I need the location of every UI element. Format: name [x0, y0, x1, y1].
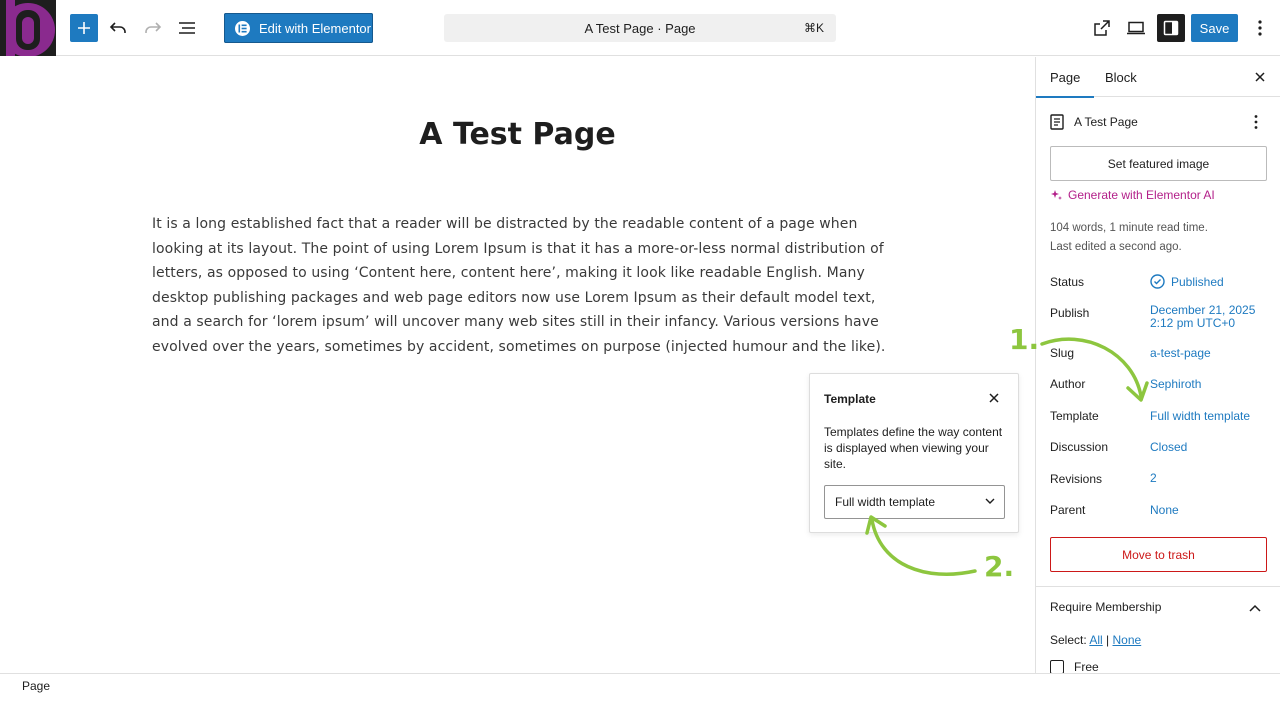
- undo-button[interactable]: [104, 14, 132, 42]
- tab-page[interactable]: Page: [1050, 57, 1080, 97]
- template-value[interactable]: Full width template: [1150, 409, 1251, 423]
- popover-title: Template: [824, 392, 876, 406]
- block-breadcrumb[interactable]: Page: [22, 679, 51, 693]
- template-select[interactable]: [824, 485, 1005, 519]
- publish-label: Publish: [1050, 306, 1090, 320]
- command-shortcut: ⌘K: [803, 21, 824, 35]
- template-popover: [809, 373, 1019, 533]
- save-button[interactable]: Save: [1191, 14, 1238, 42]
- sparkle-icon: [1050, 189, 1062, 201]
- select-all-link[interactable]: All: [1089, 633, 1103, 647]
- list-view-icon: [178, 21, 196, 35]
- desktop-icon: [1127, 21, 1145, 35]
- move-to-trash-button[interactable]: Move to trash: [1050, 537, 1267, 572]
- revisions-value[interactable]: 2: [1150, 471, 1157, 485]
- membership-select-row: [1050, 633, 1141, 647]
- chevron-down-icon: [985, 498, 995, 504]
- more-vertical-icon: [1248, 114, 1264, 130]
- published-icon: [1150, 274, 1165, 289]
- parent-label: Parent: [1050, 503, 1086, 517]
- editor-footer: [0, 673, 1280, 723]
- document-card-title: [1050, 113, 1270, 131]
- status-value[interactable]: [1150, 274, 1224, 289]
- revisions-label: Revisions: [1050, 472, 1103, 486]
- post-title[interactable]: A Test Page: [419, 117, 616, 152]
- slug-label: Slug: [1050, 346, 1075, 360]
- generate-elementor-ai-link[interactable]: [1050, 188, 1215, 202]
- generate-ai-label: Generate with Elementor AI: [1068, 188, 1215, 202]
- close-sidebar-button[interactable]: [1252, 69, 1268, 85]
- status-label: Status: [1050, 275, 1085, 289]
- undo-icon: [109, 20, 127, 36]
- discussion-label: Discussion: [1050, 440, 1109, 454]
- last-edited: Last edited a second ago.: [1050, 241, 1182, 253]
- template-select-value: Full width template: [835, 495, 936, 509]
- slug-value[interactable]: a-test-page: [1150, 346, 1211, 360]
- site-logo[interactable]: [0, 0, 56, 56]
- close-icon: [989, 393, 999, 403]
- parent-value[interactable]: None: [1150, 503, 1179, 517]
- free-label: Free: [1074, 660, 1099, 673]
- sidebar-icon: [1163, 20, 1179, 36]
- edit-with-elementor-label: Edit with Elementor: [259, 20, 371, 36]
- page-icon: [1050, 114, 1064, 130]
- publish-date: December 21, 2025: [1150, 303, 1256, 317]
- template-label: Template: [1050, 409, 1099, 423]
- document-title-label: A Test Page: [1074, 115, 1138, 129]
- publish-time: 2:12 pm UTC+0: [1150, 316, 1236, 330]
- external-link-icon: [1094, 20, 1110, 36]
- status-text: Published: [1171, 274, 1224, 289]
- plus-icon: [77, 21, 91, 35]
- settings-sidebar: [1035, 57, 1280, 673]
- author-label: Author: [1050, 377, 1086, 391]
- discussion-value[interactable]: Closed: [1150, 440, 1188, 454]
- select-label: Select:: [1050, 633, 1087, 647]
- word-count: 104 words, 1 minute read time.: [1050, 222, 1208, 234]
- document-title: A Test Page · Page: [584, 20, 696, 36]
- editor-header: [0, 0, 1280, 56]
- view-page-button[interactable]: [1088, 14, 1116, 42]
- editor-canvas: [0, 57, 1035, 673]
- sidebar-tabs: [1036, 57, 1280, 97]
- publish-date-value[interactable]: [1150, 304, 1255, 330]
- popover-close-button[interactable]: [986, 390, 1002, 406]
- free-membership-row: [1050, 660, 1099, 673]
- select-separator: |: [1106, 633, 1110, 647]
- elementor-icon: [235, 21, 250, 36]
- document-actions-button[interactable]: [1248, 114, 1264, 130]
- chevron-up-icon[interactable]: [1249, 600, 1263, 614]
- tab-block[interactable]: Block: [1105, 69, 1137, 85]
- document-meta: [1050, 219, 1208, 257]
- edit-with-elementor-button[interactable]: [224, 13, 373, 43]
- popover-description: Templates define the way content is displayed when viewing your site.: [824, 425, 1003, 471]
- close-icon: [1255, 72, 1265, 82]
- sidebar-divider: [1036, 586, 1280, 587]
- paragraph-block[interactable]: It is a long established fact that a reader will be distracted by the readable content of a page when looking at its layout. The point of using Lorem Ipsum is that it has a more-or-less normal distribution of letters, as opposed to using ‘Content here, content here’, making it look like readable English. Many desktop publishing packages and web page editors now use Lorem Ipsum as their default model text, and a search for ‘lorem ipsum’ will uncover many web sites still in their infancy. Various versions have evolved over the years, sometimes by accident, sometimes on purpose (injected humour and the like).: [152, 216, 886, 355]
- options-menu-button[interactable]: [1248, 14, 1272, 42]
- more-vertical-icon: [1258, 20, 1262, 36]
- document-overview-button[interactable]: [173, 14, 201, 42]
- author-value[interactable]: Sephiroth: [1150, 377, 1202, 391]
- annotation-step-1: 1.: [1009, 323, 1040, 356]
- device-preview-button[interactable]: [1122, 14, 1150, 42]
- set-featured-image-button[interactable]: Set featured image: [1050, 146, 1267, 181]
- require-membership-title[interactable]: Require Membership: [1050, 600, 1162, 614]
- settings-sidebar-toggle[interactable]: [1157, 14, 1185, 42]
- annotation-step-2: 2.: [984, 550, 1015, 583]
- redo-icon: [144, 20, 162, 36]
- free-checkbox[interactable]: [1050, 660, 1064, 673]
- redo-button[interactable]: [139, 14, 167, 42]
- select-none-link[interactable]: None: [1112, 633, 1142, 647]
- add-block-button[interactable]: [70, 14, 98, 42]
- command-palette-bar[interactable]: [444, 14, 836, 42]
